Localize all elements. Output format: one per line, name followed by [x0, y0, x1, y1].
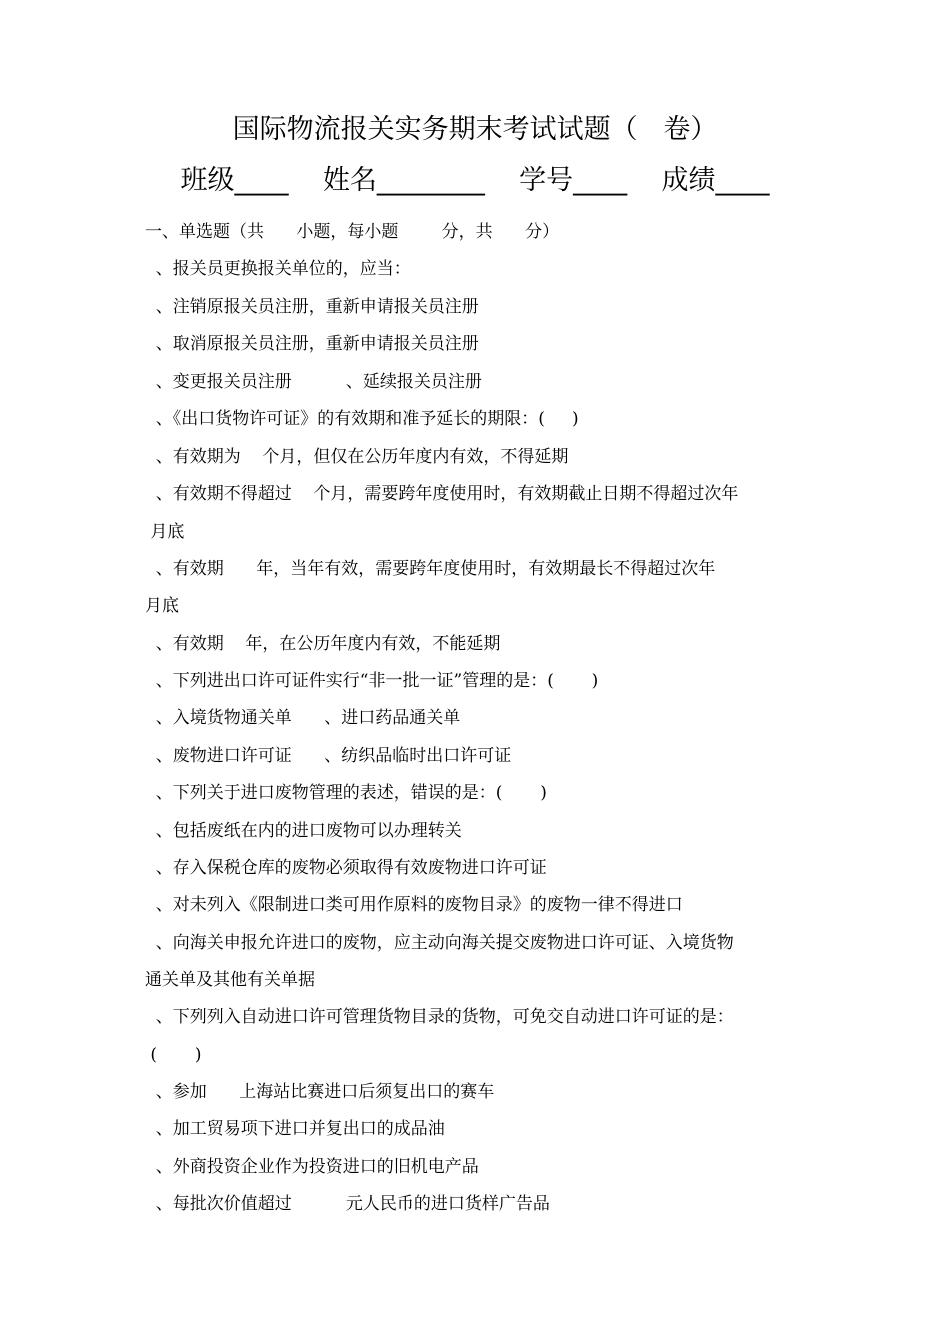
student-info-line: 班级____ 姓名________ 学号____ 成绩____ — [180, 165, 770, 196]
question-1-option: 、变更报关员注册 、延续报关员注册 — [145, 372, 482, 392]
question-5-option: 、参加 上海站比赛进口后须复出口的赛车 — [145, 1082, 495, 1102]
question-2-option: 、有效期 年，当年有效，需要跨年度使用时，有效期最长不得超过次年 — [145, 559, 716, 579]
question-4-option: 、存入保税仓库的废物必须取得有效废物进口许可证 — [145, 858, 547, 878]
question-1-option: 、取消原报关员注册，重新申请报关员注册 — [145, 334, 479, 354]
question-2-option: 、有效期不得超过 个月，需要跨年度使用时，有效期截止日期不得超过次年 — [145, 484, 739, 504]
question-3-option: 、入境货物通关单 、进口药品通关单 — [145, 708, 461, 728]
question-2: 、《出口货物许可证》的有效期和准予延长的期限：( ) — [145, 409, 579, 429]
question-2-option-continued: 月底 — [145, 522, 185, 542]
question-2-option-continued: 月底 — [145, 596, 179, 616]
question-3: 、下列进出口许可证件实行“非一批一证”管理的是：( ) — [145, 671, 599, 691]
question-4-option: 、包括废纸在内的进口废物可以办理转关 — [145, 821, 462, 841]
exam-title: 国际物流报关实务期末考试试题（ 卷） — [232, 114, 718, 145]
question-5: 、下列列入自动进口许可管理货物目录的货物，可免交自动进口许可证的是： — [145, 1007, 734, 1027]
question-5-option: 、外商投资企业作为投资进口的旧机电产品 — [145, 1157, 479, 1177]
question-1: 、报关员更换报关单位的，应当： — [145, 259, 411, 279]
section-heading: 一、单选题（共 小题，每小题 分，共 分） — [145, 222, 560, 242]
question-4-option-continued: 通关单及其他有关单据 — [145, 970, 315, 990]
question-1-option: 、注销原报关员注册，重新申请报关员注册 — [145, 297, 479, 317]
question-5-option: 、每批次价值超过 元人民币的进口货样广告品 — [145, 1194, 550, 1214]
question-4-option: 、对未列入《限制进口类可用作原料的废物目录》的废物一律不得进口 — [145, 895, 683, 915]
question-5-continued: ( ) — [145, 1045, 202, 1065]
question-4-option: 、向海关申报允许进口的废物，应主动向海关提交废物进口许可证、入境货物 — [145, 933, 734, 953]
question-2-option: 、有效期 年，在公历年度内有效，不能延期 — [145, 634, 501, 654]
question-5-option: 、加工贸易项下进口并复出口的成品油 — [145, 1119, 445, 1139]
question-4: 、下列关于进口废物管理的表述，错误的是：( ) — [145, 783, 547, 803]
question-2-option: 、有效期为 个月，但仅在公历年度内有效，不得延期 — [145, 447, 569, 467]
question-3-option: 、废物进口许可证 、纺织品临时出口许可证 — [145, 746, 512, 766]
